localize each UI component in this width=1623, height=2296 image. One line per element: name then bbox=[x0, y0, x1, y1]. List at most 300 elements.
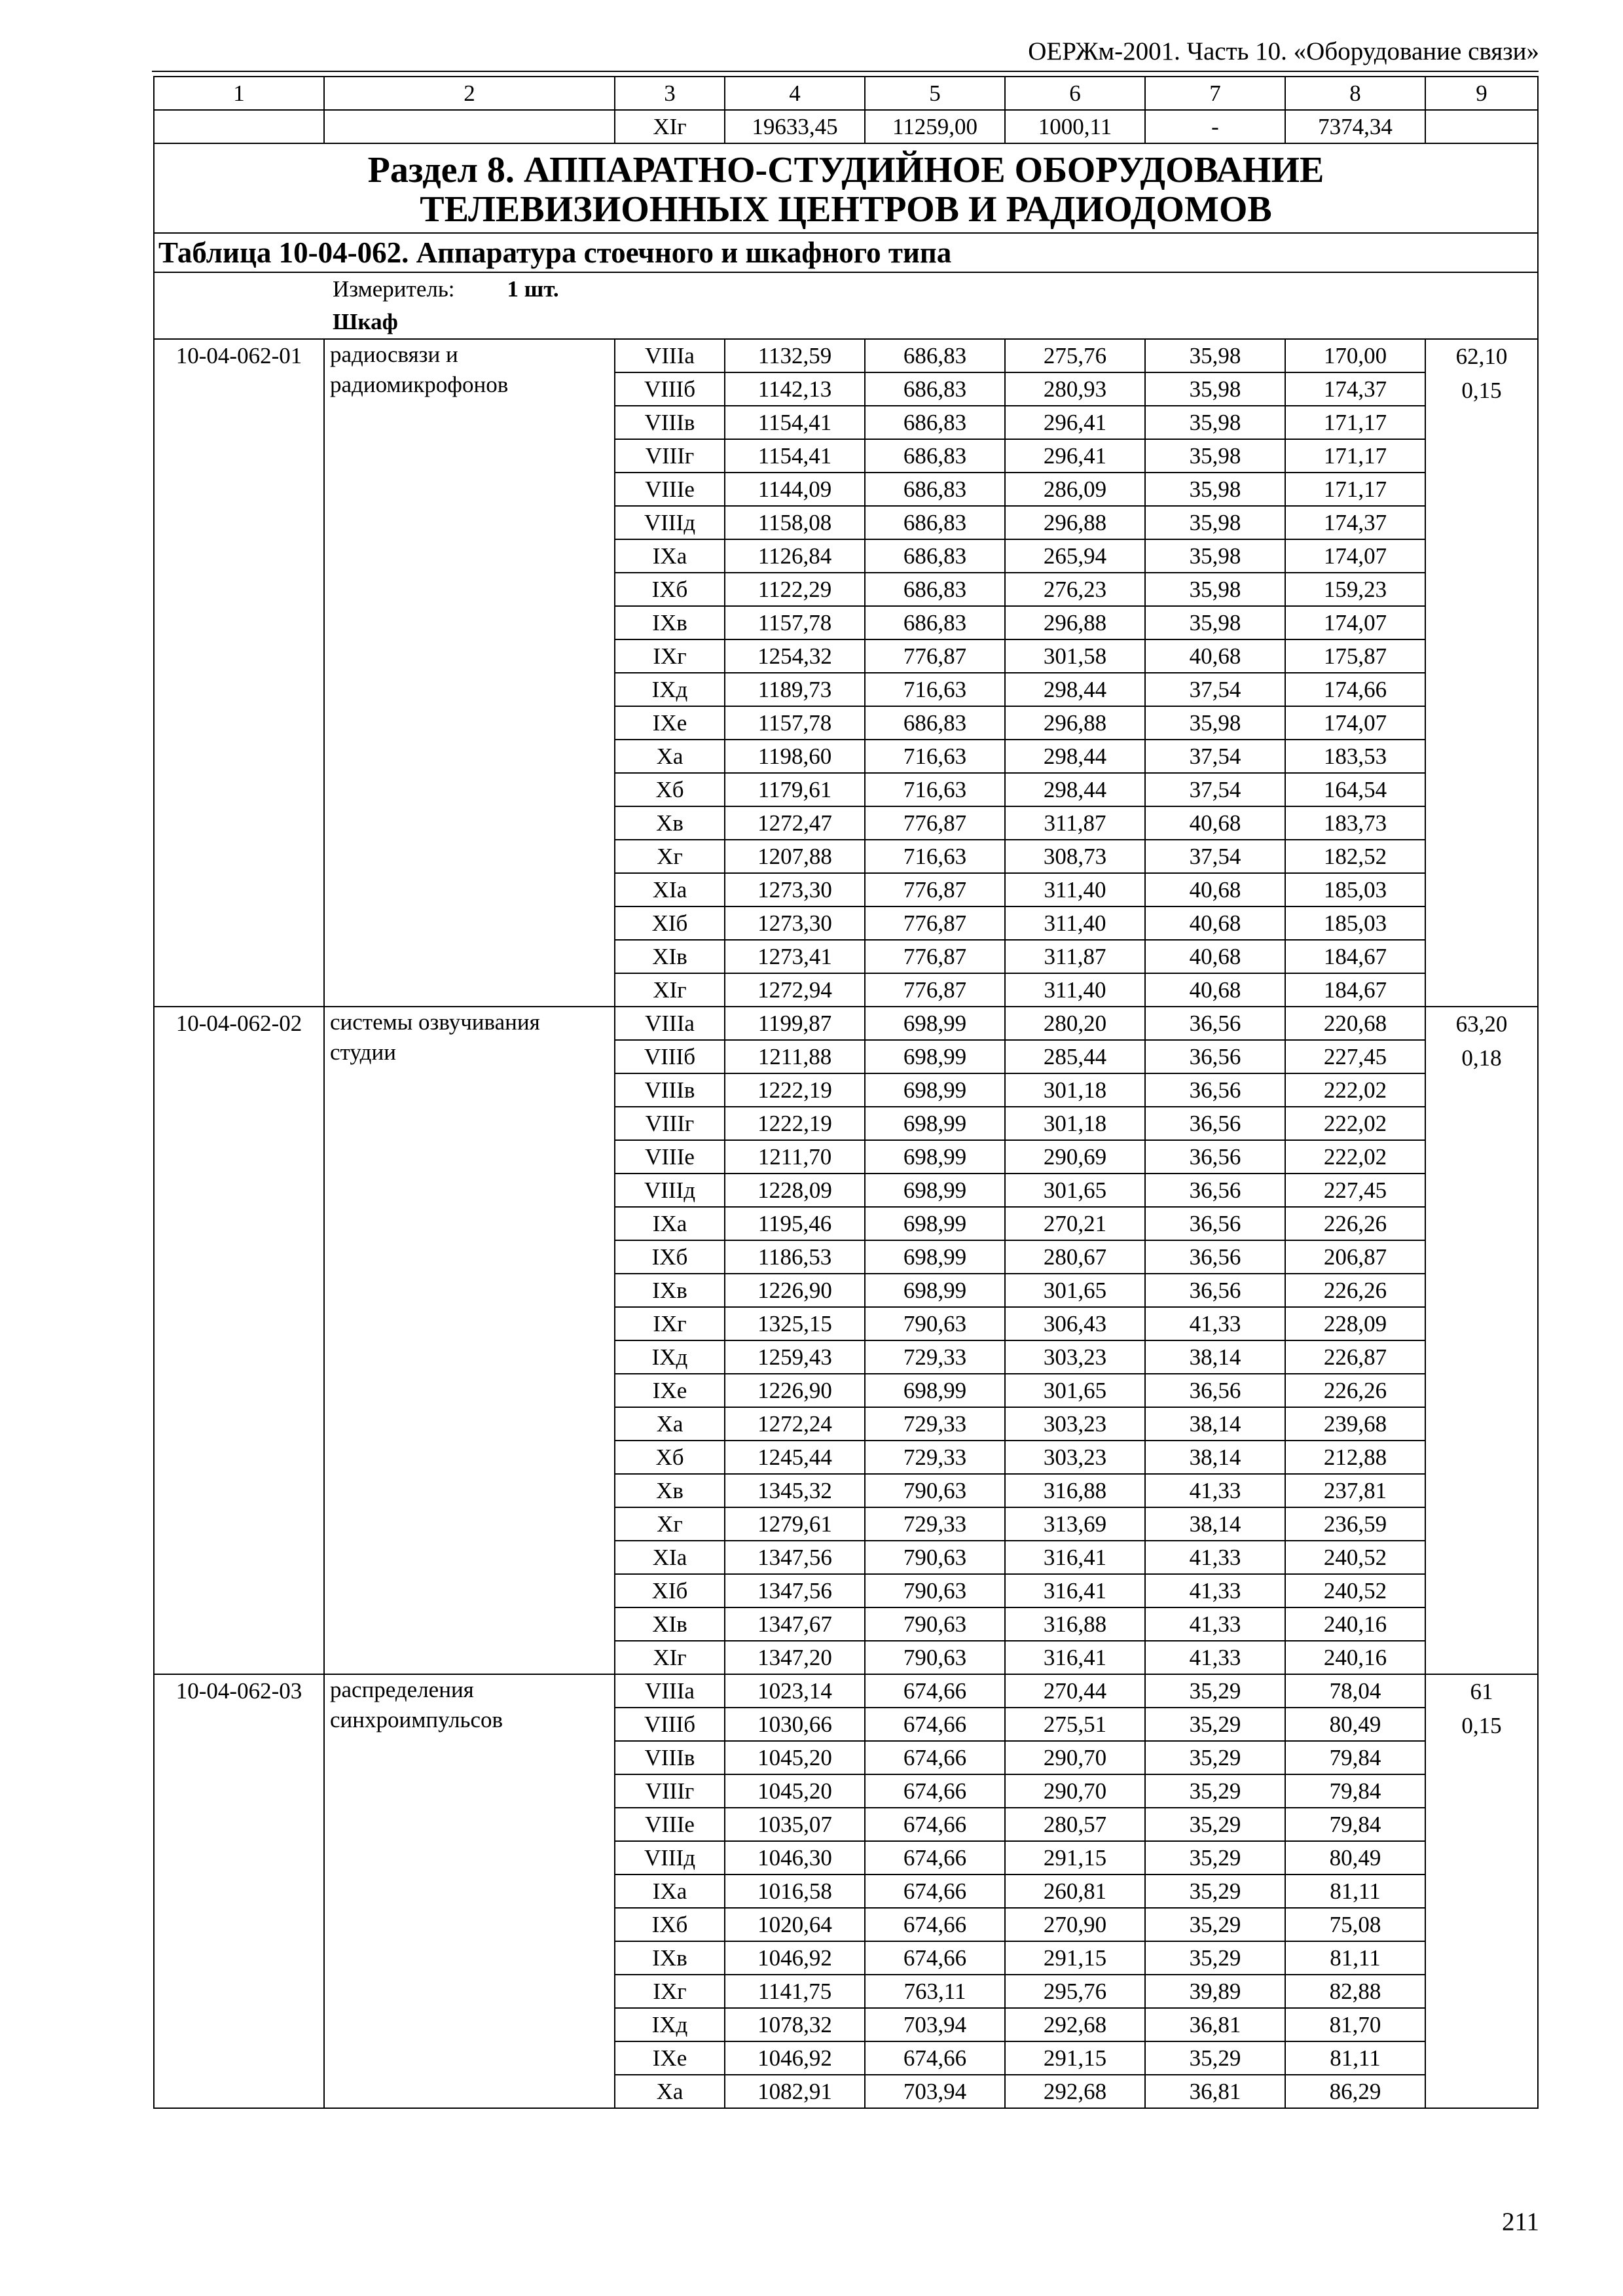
value-cell: 82,88 bbox=[1285, 1975, 1425, 2008]
zone-cell: IXб bbox=[615, 573, 725, 606]
value-cell: 291,15 bbox=[1005, 1841, 1145, 1874]
value-cell: 301,18 bbox=[1005, 1073, 1145, 1107]
value-cell: 226,87 bbox=[1285, 1340, 1425, 1374]
value-cell: 296,88 bbox=[1005, 706, 1145, 740]
value-cell: 240,52 bbox=[1285, 1541, 1425, 1574]
table-cell: 1000,11 bbox=[1005, 110, 1145, 143]
value-cell: 776,87 bbox=[865, 873, 1005, 906]
column-number: 9 bbox=[1425, 77, 1538, 110]
value-cell: 313,69 bbox=[1005, 1507, 1145, 1541]
value-cell: 1198,60 bbox=[725, 740, 865, 773]
value-cell: 35,29 bbox=[1145, 1674, 1285, 1708]
value-cell: 729,33 bbox=[865, 1507, 1005, 1541]
value-cell: 36,56 bbox=[1145, 1274, 1285, 1307]
value-cell: 296,88 bbox=[1005, 606, 1145, 639]
value-cell: 35,98 bbox=[1145, 439, 1285, 473]
zone-cell: VIIIв bbox=[615, 1073, 725, 1107]
value-cell: 226,26 bbox=[1285, 1374, 1425, 1407]
zone-cell: IXд bbox=[615, 2008, 725, 2041]
value-cell: 265,94 bbox=[1005, 539, 1145, 573]
value-cell: 38,14 bbox=[1145, 1340, 1285, 1374]
value-cell: 1211,88 bbox=[725, 1040, 865, 1073]
value-cell: 1154,41 bbox=[725, 406, 865, 439]
zone-cell: VIIIв bbox=[615, 1741, 725, 1774]
value-cell: 716,63 bbox=[865, 673, 1005, 706]
value-cell: 1122,29 bbox=[725, 573, 865, 606]
column9-value: 62,10 bbox=[1455, 344, 1508, 369]
continuation-row bbox=[154, 110, 1538, 143]
value-cell: 286,09 bbox=[1005, 473, 1145, 506]
zone-cell: IXг bbox=[615, 1975, 725, 2008]
value-cell: 686,83 bbox=[865, 439, 1005, 473]
value-cell: 35,29 bbox=[1145, 1941, 1285, 1975]
value-cell: 171,17 bbox=[1285, 439, 1425, 473]
item-name: системы озвучивания студии bbox=[324, 1007, 615, 1674]
value-cell: 674,66 bbox=[865, 2041, 1005, 2075]
value-cell: 298,44 bbox=[1005, 673, 1145, 706]
value-cell: 301,65 bbox=[1005, 1274, 1145, 1307]
value-cell: 1045,20 bbox=[725, 1741, 865, 1774]
value-cell: 35,98 bbox=[1145, 539, 1285, 573]
value-cell: 776,87 bbox=[865, 940, 1005, 973]
value-cell: 37,54 bbox=[1145, 840, 1285, 873]
zone-cell: IXг bbox=[615, 639, 725, 673]
value-cell: 296,41 bbox=[1005, 439, 1145, 473]
value-cell: 686,83 bbox=[865, 372, 1005, 406]
value-cell: 212,88 bbox=[1285, 1441, 1425, 1474]
zone-cell: IXв bbox=[615, 1941, 725, 1975]
table-cell: 7374,34 bbox=[1285, 110, 1425, 143]
zone-cell: VIIIд bbox=[615, 1841, 725, 1874]
zone-cell: Xа bbox=[615, 740, 725, 773]
zone-cell: VIIIб bbox=[615, 372, 725, 406]
value-cell: 674,66 bbox=[865, 1874, 1005, 1908]
value-cell: 81,11 bbox=[1285, 1874, 1425, 1908]
value-cell: 35,98 bbox=[1145, 339, 1285, 372]
value-cell: 790,63 bbox=[865, 1541, 1005, 1574]
value-cell: 1347,56 bbox=[725, 1541, 865, 1574]
column-number: 8 bbox=[1285, 77, 1425, 110]
value-cell: 1272,94 bbox=[725, 973, 865, 1007]
value-cell: 36,81 bbox=[1145, 2075, 1285, 2108]
value-cell: 1046,30 bbox=[725, 1841, 865, 1874]
value-cell: 674,66 bbox=[865, 1908, 1005, 1941]
table-title-row bbox=[154, 233, 1538, 272]
column-number: 6 bbox=[1005, 77, 1145, 110]
table-cell: 11259,00 bbox=[865, 110, 1005, 143]
zone-cell: Xб bbox=[615, 1441, 725, 1474]
value-cell: 280,93 bbox=[1005, 372, 1145, 406]
value-cell: 674,66 bbox=[865, 1808, 1005, 1841]
value-cell: 296,88 bbox=[1005, 506, 1145, 539]
value-cell: 1144,09 bbox=[725, 473, 865, 506]
value-cell: 296,41 bbox=[1005, 406, 1145, 439]
zone-cell: Xа bbox=[615, 1407, 725, 1441]
value-cell: 275,51 bbox=[1005, 1708, 1145, 1741]
value-cell: 36,56 bbox=[1145, 1073, 1285, 1107]
value-cell: 36,56 bbox=[1145, 1374, 1285, 1407]
value-cell: 1259,43 bbox=[725, 1340, 865, 1374]
value-cell: 698,99 bbox=[865, 1174, 1005, 1207]
header-rule bbox=[152, 71, 1539, 72]
value-cell: 240,52 bbox=[1285, 1574, 1425, 1607]
value-cell: 1272,24 bbox=[725, 1407, 865, 1441]
value-cell: 674,66 bbox=[865, 1841, 1005, 1874]
value-cell: 674,66 bbox=[865, 1941, 1005, 1975]
column-number: 1 bbox=[154, 77, 324, 110]
value-cell: 306,43 bbox=[1005, 1307, 1145, 1340]
value-cell: 790,63 bbox=[865, 1474, 1005, 1507]
value-cell: 703,94 bbox=[865, 2008, 1005, 2041]
value-cell: 686,83 bbox=[865, 473, 1005, 506]
zone-cell: XIг bbox=[615, 1641, 725, 1674]
value-cell: 698,99 bbox=[865, 1073, 1005, 1107]
value-cell: 729,33 bbox=[865, 1407, 1005, 1441]
value-cell: 290,70 bbox=[1005, 1774, 1145, 1808]
value-cell: 35,98 bbox=[1145, 473, 1285, 506]
value-cell: 316,88 bbox=[1005, 1607, 1145, 1641]
value-cell: 35,29 bbox=[1145, 1874, 1285, 1908]
value-cell: 292,68 bbox=[1005, 2075, 1145, 2108]
value-cell: 174,07 bbox=[1285, 706, 1425, 740]
value-cell: 1158,08 bbox=[725, 506, 865, 539]
value-cell: 316,88 bbox=[1005, 1474, 1145, 1507]
running-header: ОЕРЖм-2001. Часть 10. «Оборудование связи» bbox=[1028, 37, 1539, 65]
table-cell bbox=[1425, 110, 1538, 143]
value-cell: 41,33 bbox=[1145, 1641, 1285, 1674]
item-name: распределения синхроимпульсов bbox=[324, 1674, 615, 2108]
value-cell: 729,33 bbox=[865, 1340, 1005, 1374]
value-cell: 729,33 bbox=[865, 1441, 1005, 1474]
value-cell: 674,66 bbox=[865, 1708, 1005, 1741]
zone-cell: VIIIд bbox=[615, 1174, 725, 1207]
table-title: Таблица 10-04-062. Аппаратура стоечного и шкафного типа bbox=[154, 233, 1538, 272]
value-cell: 291,15 bbox=[1005, 2041, 1145, 2075]
value-cell: 35,29 bbox=[1145, 1908, 1285, 1941]
zone-cell: Xв bbox=[615, 806, 725, 840]
value-cell: 311,87 bbox=[1005, 940, 1145, 973]
value-cell: 316,41 bbox=[1005, 1541, 1145, 1574]
value-cell: 79,84 bbox=[1285, 1741, 1425, 1774]
value-cell: 40,68 bbox=[1145, 806, 1285, 840]
value-cell: 686,83 bbox=[865, 706, 1005, 740]
value-cell: 1222,19 bbox=[725, 1073, 865, 1107]
zone-cell: IXа bbox=[615, 1874, 725, 1908]
value-cell: 41,33 bbox=[1145, 1574, 1285, 1607]
value-cell: 36,56 bbox=[1145, 1040, 1285, 1073]
value-cell: 228,09 bbox=[1285, 1307, 1425, 1340]
value-cell: 40,68 bbox=[1145, 940, 1285, 973]
value-cell: 776,87 bbox=[865, 973, 1005, 1007]
value-cell: 301,18 bbox=[1005, 1107, 1145, 1140]
value-cell: 236,59 bbox=[1285, 1507, 1425, 1541]
value-cell: 303,23 bbox=[1005, 1340, 1145, 1374]
measure-cell bbox=[154, 272, 1538, 306]
value-cell: 35,98 bbox=[1145, 406, 1285, 439]
zone-cell: XIв bbox=[615, 1607, 725, 1641]
value-cell: 674,66 bbox=[865, 1674, 1005, 1708]
norms-table bbox=[153, 76, 1539, 2109]
zone-cell: IXе bbox=[615, 2041, 725, 2075]
value-cell: 301,65 bbox=[1005, 1174, 1145, 1207]
value-cell: 35,29 bbox=[1145, 2041, 1285, 2075]
value-cell: 1195,46 bbox=[725, 1207, 865, 1240]
value-cell: 222,02 bbox=[1285, 1107, 1425, 1140]
value-cell: 36,56 bbox=[1145, 1107, 1285, 1140]
zone-cell: XIа bbox=[615, 873, 725, 906]
value-cell: 1211,70 bbox=[725, 1140, 865, 1174]
column9-cell bbox=[1425, 1674, 1538, 2108]
value-cell: 35,98 bbox=[1145, 706, 1285, 740]
value-cell: 311,40 bbox=[1005, 906, 1145, 940]
value-cell: 686,83 bbox=[865, 573, 1005, 606]
table-cell: 19633,45 bbox=[725, 110, 865, 143]
value-cell: 1030,66 bbox=[725, 1708, 865, 1741]
value-cell: 290,69 bbox=[1005, 1140, 1145, 1174]
value-cell: 1245,44 bbox=[725, 1441, 865, 1474]
value-cell: 698,99 bbox=[865, 1240, 1005, 1274]
value-cell: 275,76 bbox=[1005, 339, 1145, 372]
value-cell: 183,53 bbox=[1285, 740, 1425, 773]
zone-cell: VIIIе bbox=[615, 1808, 725, 1841]
value-cell: 1035,07 bbox=[725, 1808, 865, 1841]
value-cell: 1345,32 bbox=[725, 1474, 865, 1507]
value-cell: 763,11 bbox=[865, 1975, 1005, 2008]
value-cell: 698,99 bbox=[865, 1040, 1005, 1073]
value-cell: 35,29 bbox=[1145, 1708, 1285, 1741]
zone-cell: XIб bbox=[615, 906, 725, 940]
zone-cell: VIIIд bbox=[615, 506, 725, 539]
value-cell: 185,03 bbox=[1285, 873, 1425, 906]
zone-cell: VIIIб bbox=[615, 1040, 725, 1073]
zone-cell: VIIIе bbox=[615, 473, 725, 506]
value-cell: 170,00 bbox=[1285, 339, 1425, 372]
value-cell: 36,56 bbox=[1145, 1140, 1285, 1174]
value-cell: 303,23 bbox=[1005, 1407, 1145, 1441]
value-cell: 222,02 bbox=[1285, 1140, 1425, 1174]
value-cell: 686,83 bbox=[865, 606, 1005, 639]
value-cell: 240,16 bbox=[1285, 1641, 1425, 1674]
group-label: Шкаф bbox=[333, 309, 398, 334]
value-cell: 1154,41 bbox=[725, 439, 865, 473]
value-cell: 39,89 bbox=[1145, 1975, 1285, 2008]
group-cell bbox=[154, 306, 1538, 339]
item-name: радиосвязи и радиомикрофонов bbox=[324, 339, 615, 1007]
value-cell: 1046,92 bbox=[725, 1941, 865, 1975]
zone-cell: VIIIб bbox=[615, 1708, 725, 1741]
value-cell: 40,68 bbox=[1145, 873, 1285, 906]
value-cell: 1273,30 bbox=[725, 906, 865, 940]
value-cell: 35,98 bbox=[1145, 506, 1285, 539]
column9-value: 0,15 bbox=[1461, 1713, 1502, 1738]
value-cell: 686,83 bbox=[865, 406, 1005, 439]
value-cell: 164,54 bbox=[1285, 773, 1425, 806]
value-cell: 41,33 bbox=[1145, 1307, 1285, 1340]
value-cell: 698,99 bbox=[865, 1374, 1005, 1407]
zone-cell: VIIIа bbox=[615, 339, 725, 372]
zone-cell: Xг bbox=[615, 1507, 725, 1541]
value-cell: 280,20 bbox=[1005, 1007, 1145, 1040]
column9-cell bbox=[1425, 339, 1538, 1007]
column-numbers-row bbox=[154, 77, 1538, 110]
value-cell: 270,21 bbox=[1005, 1207, 1145, 1240]
measure-label: Измеритель: bbox=[333, 276, 455, 302]
value-cell: 226,26 bbox=[1285, 1207, 1425, 1240]
value-cell: 38,14 bbox=[1145, 1407, 1285, 1441]
value-cell: 37,54 bbox=[1145, 773, 1285, 806]
table-cell bbox=[154, 110, 324, 143]
zone-cell: XIб bbox=[615, 1574, 725, 1607]
zone-cell: VIIIа bbox=[615, 1674, 725, 1708]
value-cell: 703,94 bbox=[865, 2075, 1005, 2108]
value-cell: 41,33 bbox=[1145, 1607, 1285, 1641]
measure-unit: 1 шт. bbox=[507, 276, 559, 302]
value-cell: 1347,67 bbox=[725, 1607, 865, 1641]
value-cell: 716,63 bbox=[865, 740, 1005, 773]
value-cell: 36,81 bbox=[1145, 2008, 1285, 2041]
zone-cell: VIIIв bbox=[615, 406, 725, 439]
value-cell: 220,68 bbox=[1285, 1007, 1425, 1040]
value-cell: 37,54 bbox=[1145, 740, 1285, 773]
value-cell: 40,68 bbox=[1145, 906, 1285, 940]
value-cell: 226,26 bbox=[1285, 1274, 1425, 1307]
value-cell: 776,87 bbox=[865, 806, 1005, 840]
section-title-row bbox=[154, 143, 1538, 233]
value-cell: 1132,59 bbox=[725, 339, 865, 372]
value-cell: 316,41 bbox=[1005, 1641, 1145, 1674]
value-cell: 290,70 bbox=[1005, 1741, 1145, 1774]
value-cell: 1254,32 bbox=[725, 639, 865, 673]
column9-value: 0,15 bbox=[1461, 378, 1502, 403]
value-cell: 686,83 bbox=[865, 506, 1005, 539]
value-cell: 35,98 bbox=[1145, 573, 1285, 606]
value-cell: 1020,64 bbox=[725, 1908, 865, 1941]
zone-cell: Xв bbox=[615, 1474, 725, 1507]
zone-cell: IXг bbox=[615, 1307, 725, 1340]
zone-cell: Xа bbox=[615, 2075, 725, 2108]
zone-cell: XIа bbox=[615, 1541, 725, 1574]
value-cell: 1046,92 bbox=[725, 2041, 865, 2075]
item-code: 10-04-062-01 bbox=[154, 339, 324, 1007]
column-number: 2 bbox=[324, 77, 615, 110]
value-cell: 185,03 bbox=[1285, 906, 1425, 940]
zone-cell: IXд bbox=[615, 673, 725, 706]
value-cell: 35,29 bbox=[1145, 1741, 1285, 1774]
column9-value: 0,18 bbox=[1461, 1045, 1502, 1071]
value-cell: 301,58 bbox=[1005, 639, 1145, 673]
value-cell: 182,52 bbox=[1285, 840, 1425, 873]
section-title-line: ТЕЛЕВИЗИОННЫХ ЦЕНТРОВ И РАДИОДОМОВ bbox=[420, 188, 1272, 230]
value-cell: 1186,53 bbox=[725, 1240, 865, 1274]
value-cell: 285,44 bbox=[1005, 1040, 1145, 1073]
value-cell: 35,29 bbox=[1145, 1841, 1285, 1874]
value-cell: 301,65 bbox=[1005, 1374, 1145, 1407]
value-cell: 75,08 bbox=[1285, 1908, 1425, 1941]
section-title bbox=[154, 143, 1538, 233]
value-cell: 1222,19 bbox=[725, 1107, 865, 1140]
value-cell: 698,99 bbox=[865, 1107, 1005, 1140]
value-cell: 81,11 bbox=[1285, 2041, 1425, 2075]
value-cell: 206,87 bbox=[1285, 1240, 1425, 1274]
value-cell: 40,68 bbox=[1145, 639, 1285, 673]
value-cell: 790,63 bbox=[865, 1607, 1005, 1641]
value-cell: 237,81 bbox=[1285, 1474, 1425, 1507]
value-cell: 1142,13 bbox=[725, 372, 865, 406]
value-cell: 303,23 bbox=[1005, 1441, 1145, 1474]
value-cell: 184,67 bbox=[1285, 940, 1425, 973]
zone-cell: VIIIа bbox=[615, 1007, 725, 1040]
zone-cell: VIIIг bbox=[615, 439, 725, 473]
section-title-line: Раздел 8. АППАРАТНО-СТУДИЙНОЕ ОБОРУДОВАНИЕ bbox=[367, 149, 1324, 190]
value-cell: 776,87 bbox=[865, 639, 1005, 673]
value-cell: 171,17 bbox=[1285, 473, 1425, 506]
value-cell: 79,84 bbox=[1285, 1774, 1425, 1808]
value-cell: 184,67 bbox=[1285, 973, 1425, 1007]
zone-cell: IXе bbox=[615, 1374, 725, 1407]
value-cell: 308,73 bbox=[1005, 840, 1145, 873]
zone-cell: Xб bbox=[615, 773, 725, 806]
value-cell: 1078,32 bbox=[725, 2008, 865, 2041]
value-cell: 1141,75 bbox=[725, 1975, 865, 2008]
value-cell: 80,49 bbox=[1285, 1708, 1425, 1741]
value-cell: 1023,14 bbox=[725, 1674, 865, 1708]
value-cell: 298,44 bbox=[1005, 773, 1145, 806]
zone-cell: IXб bbox=[615, 1908, 725, 1941]
value-cell: 1226,90 bbox=[725, 1374, 865, 1407]
column-number: 5 bbox=[865, 77, 1005, 110]
value-cell: 790,63 bbox=[865, 1574, 1005, 1607]
value-cell: 1126,84 bbox=[725, 539, 865, 573]
value-cell: 698,99 bbox=[865, 1140, 1005, 1174]
value-cell: 1273,30 bbox=[725, 873, 865, 906]
value-cell: 35,29 bbox=[1145, 1774, 1285, 1808]
value-cell: 1272,47 bbox=[725, 806, 865, 840]
value-cell: 37,54 bbox=[1145, 673, 1285, 706]
value-cell: 276,23 bbox=[1005, 573, 1145, 606]
value-cell: 80,49 bbox=[1285, 1841, 1425, 1874]
value-cell: 79,84 bbox=[1285, 1808, 1425, 1841]
value-cell: 183,73 bbox=[1285, 806, 1425, 840]
value-cell: 1082,91 bbox=[725, 2075, 865, 2108]
table-row bbox=[154, 339, 1538, 372]
value-cell: 36,56 bbox=[1145, 1174, 1285, 1207]
value-cell: 81,11 bbox=[1285, 1941, 1425, 1975]
value-cell: 1157,78 bbox=[725, 606, 865, 639]
value-cell: 222,02 bbox=[1285, 1073, 1425, 1107]
zone-cell: IXв bbox=[615, 606, 725, 639]
value-cell: 1179,61 bbox=[725, 773, 865, 806]
value-cell: 674,66 bbox=[865, 1741, 1005, 1774]
value-cell: 174,07 bbox=[1285, 539, 1425, 573]
value-cell: 1347,20 bbox=[725, 1641, 865, 1674]
value-cell: 35,98 bbox=[1145, 372, 1285, 406]
value-cell: 174,07 bbox=[1285, 606, 1425, 639]
value-cell: 1273,41 bbox=[725, 940, 865, 973]
value-cell: 311,40 bbox=[1005, 973, 1145, 1007]
group-row bbox=[154, 306, 1538, 339]
value-cell: 159,23 bbox=[1285, 573, 1425, 606]
value-cell: 295,76 bbox=[1005, 1975, 1145, 2008]
value-cell: 298,44 bbox=[1005, 740, 1145, 773]
value-cell: 291,15 bbox=[1005, 1941, 1145, 1975]
value-cell: 790,63 bbox=[865, 1307, 1005, 1340]
page-number: 211 bbox=[1501, 2208, 1539, 2236]
zone-cell: XIг bbox=[615, 973, 725, 1007]
table-cell bbox=[324, 110, 615, 143]
value-cell: 1157,78 bbox=[725, 706, 865, 740]
table-cell: XIг bbox=[615, 110, 725, 143]
value-cell: 716,63 bbox=[865, 840, 1005, 873]
